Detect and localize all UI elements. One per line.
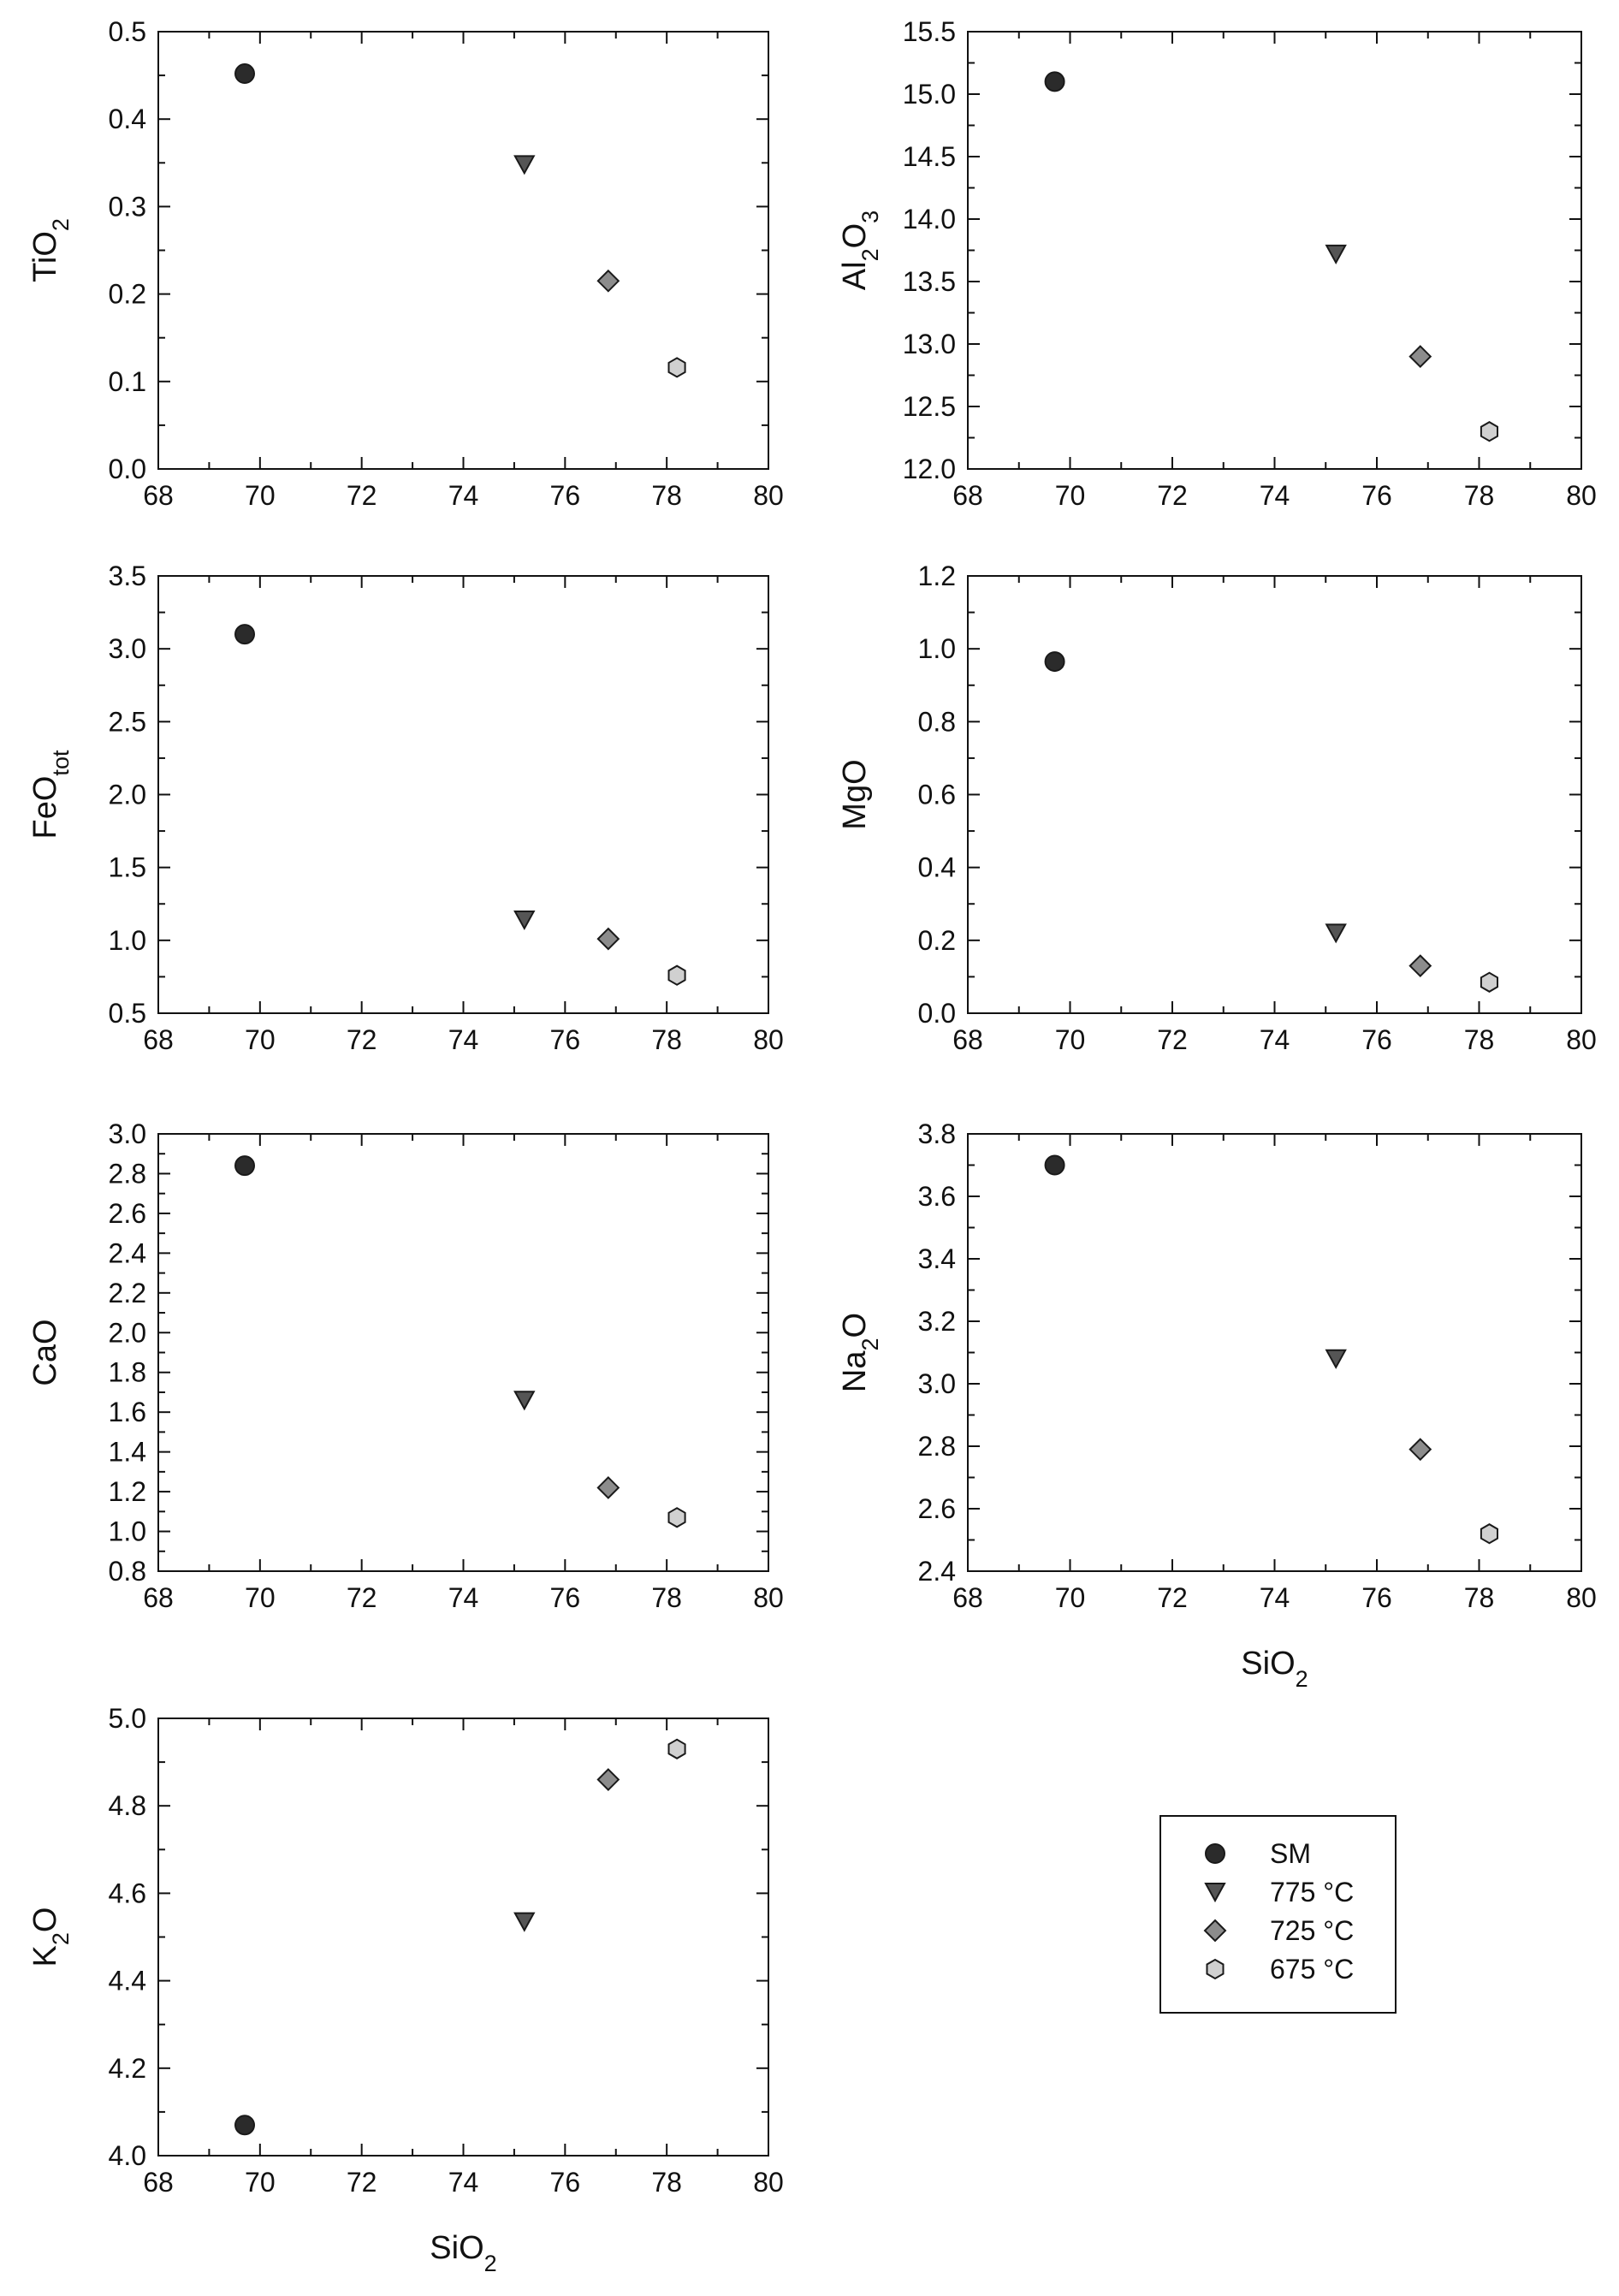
y-tick-label: 3.5 (108, 561, 146, 591)
x-tick-label: 74 (1259, 1582, 1290, 1613)
point-775-c (515, 1913, 534, 1931)
x-tick-label: 78 (1463, 1582, 1495, 1613)
x-tick-label: 72 (1157, 1024, 1188, 1055)
y-tick-label: 2.6 (917, 1493, 956, 1524)
x-tick-label: 74 (1259, 1024, 1290, 1055)
legend (1160, 1816, 1396, 2013)
y-tick-label: 3.2 (917, 1306, 956, 1337)
x-tick-label: 72 (346, 480, 377, 511)
y-tick-label: 3.8 (917, 1118, 956, 1149)
x-tick-label: 68 (952, 1024, 983, 1055)
x-tick-label: 70 (245, 480, 276, 511)
y-tick-label: 13.0 (902, 329, 956, 359)
plot-frame (158, 1718, 768, 2156)
x-tick-label: 74 (448, 2167, 479, 2198)
point-675-c (669, 1508, 685, 1527)
y-tick-label: 1.5 (108, 851, 146, 883)
point-725-c (598, 1770, 619, 1790)
plot-frame (968, 32, 1581, 469)
y-tick-label: 1.6 (108, 1397, 146, 1428)
y-tick-label: 0.6 (917, 779, 956, 810)
y-axis-label: CaO (27, 1319, 63, 1386)
plot-frame (968, 1134, 1581, 1571)
point-675-c (669, 966, 685, 985)
x-tick-label: 80 (753, 480, 784, 511)
plot-frame (158, 1134, 768, 1571)
y-tick-label: 3.0 (108, 633, 146, 665)
x-tick-label: 78 (651, 1582, 682, 1613)
plot-frame (158, 32, 768, 469)
point-725-c (1410, 956, 1431, 976)
y-tick-label: 1.2 (108, 1476, 146, 1508)
point-725-c (598, 270, 619, 291)
x-tick-label: 76 (1361, 1582, 1392, 1613)
point-sm (235, 64, 254, 83)
panel-6 (837, 1118, 1597, 1692)
point-sm (1046, 652, 1065, 671)
y-tick-label: 3.6 (917, 1181, 956, 1212)
y-tick-label: 12.5 (902, 391, 956, 422)
point-775-c (515, 911, 534, 928)
x-tick-label: 78 (1463, 480, 1495, 511)
y-tick-label: 0.3 (108, 191, 146, 222)
x-tick-label: 76 (549, 2167, 581, 2198)
point-675-c (1481, 973, 1497, 992)
panel-2 (837, 16, 1597, 511)
y-tick-label: 12.0 (902, 454, 956, 484)
panel-1 (27, 16, 784, 511)
y-tick-label: 3.0 (108, 1118, 146, 1149)
x-tick-label: 76 (549, 1582, 581, 1613)
y-tick-label: 13.5 (902, 266, 956, 297)
y-tick-label: 1.8 (108, 1356, 146, 1388)
x-tick-label: 68 (143, 1582, 174, 1613)
point-675-c (669, 358, 685, 377)
y-tick-label: 4.6 (108, 1878, 146, 1909)
x-tick-label: 68 (143, 480, 174, 511)
y-tick-label: 4.8 (108, 1790, 146, 1822)
x-tick-label: 76 (1361, 1024, 1392, 1055)
y-axis-label: TiO$_2$ (27, 218, 74, 282)
x-tick-label: 80 (1566, 1582, 1597, 1613)
y-axis-label: MgO (837, 759, 873, 830)
x-tick-label: 80 (753, 1582, 784, 1613)
y-axis-label: $Na_2O$ (837, 1312, 883, 1393)
point-775-c (1326, 1350, 1345, 1368)
x-tick-label: 80 (753, 2167, 784, 2198)
y-tick-label: 0.0 (917, 998, 956, 1029)
point-725-c (598, 928, 619, 949)
x-tick-label: 68 (143, 1024, 174, 1055)
y-tick-label: 2.8 (917, 1431, 956, 1462)
y-tick-label: 2.0 (108, 779, 146, 810)
y-tick-label: 4.0 (108, 2140, 146, 2171)
x-axis-label: SiO$_2$ (1241, 1646, 1308, 1692)
panel-4 (837, 561, 1597, 1055)
y-tick-label: 3.0 (917, 1368, 956, 1399)
x-tick-label: 68 (952, 480, 983, 511)
x-tick-label: 76 (1361, 480, 1392, 511)
point-725-c (598, 1477, 619, 1498)
x-tick-label: 70 (1054, 480, 1086, 511)
y-tick-label: 2.4 (917, 1556, 956, 1587)
legend-label-sm: SM (1270, 1838, 1311, 1869)
x-tick-label: 74 (1259, 480, 1290, 511)
point-775-c (1326, 924, 1345, 941)
y-tick-label: 0.8 (917, 706, 956, 738)
y-tick-label: 5.0 (108, 1703, 146, 1734)
point-sm (235, 2115, 254, 2134)
x-tick-label: 68 (952, 1582, 983, 1613)
point-675-c (1481, 422, 1497, 441)
y-axis-label: FeO$_{tot}$ (27, 750, 74, 839)
y-tick-label: 15.0 (902, 79, 956, 110)
point-sm (1046, 72, 1065, 91)
y-tick-label: 1.0 (917, 633, 956, 665)
y-tick-label: 14.5 (902, 141, 956, 172)
x-tick-label: 74 (448, 1024, 479, 1055)
x-tick-label: 70 (1054, 1024, 1086, 1055)
x-tick-label: 68 (143, 2167, 174, 2198)
y-tick-label: 2.5 (108, 706, 146, 738)
legend-marker-sm (1206, 1844, 1225, 1863)
x-tick-label: 76 (549, 1024, 581, 1055)
y-tick-label: 2.2 (108, 1277, 146, 1308)
x-tick-label: 80 (1566, 480, 1597, 511)
x-tick-label: 70 (1054, 1582, 1086, 1613)
point-775-c (515, 1391, 534, 1409)
panel-5 (27, 1118, 784, 1613)
x-tick-label: 78 (651, 2167, 682, 2198)
y-tick-label: 3.4 (917, 1243, 956, 1274)
point-725-c (1410, 347, 1431, 367)
panel-3 (27, 561, 784, 1055)
y-tick-label: 0.5 (108, 998, 146, 1029)
y-tick-label: 0.4 (917, 851, 956, 883)
y-tick-label: 2.4 (108, 1237, 146, 1269)
x-tick-label: 72 (346, 2167, 377, 2198)
x-tick-label: 72 (346, 1582, 377, 1613)
x-tick-label: 76 (549, 480, 581, 511)
y-tick-label: 14.0 (902, 204, 956, 234)
y-tick-label: 4.4 (108, 1965, 146, 1996)
point-775-c (515, 156, 534, 173)
y-axis-label: $K_2O$ (27, 1907, 74, 1967)
x-tick-label: 70 (245, 1024, 276, 1055)
y-tick-label: 0.1 (108, 365, 146, 397)
x-tick-label: 70 (245, 1582, 276, 1613)
y-tick-label: 0.5 (108, 16, 146, 47)
point-sm (235, 625, 254, 644)
x-axis-label: SiO$_2$ (430, 2230, 497, 2276)
x-tick-label: 72 (1157, 1582, 1188, 1613)
legend-label-725-c: 725 °C (1270, 1915, 1355, 1946)
legend-label-675-c: 675 °C (1270, 1954, 1355, 1985)
x-tick-label: 70 (245, 2167, 276, 2198)
x-tick-label: 78 (651, 480, 682, 511)
point-sm (235, 1156, 254, 1175)
point-725-c (1410, 1439, 1431, 1460)
y-tick-label: 1.4 (108, 1436, 146, 1468)
y-tick-label: 0.4 (108, 104, 146, 135)
y-tick-label: 2.8 (108, 1158, 146, 1190)
point-675-c (1481, 1524, 1497, 1543)
y-tick-label: 0.0 (108, 454, 146, 484)
y-tick-label: 2.6 (108, 1197, 146, 1229)
y-tick-label: 1.2 (917, 561, 956, 591)
x-tick-label: 80 (1566, 1024, 1597, 1055)
legend-label-775-c: 775 °C (1270, 1877, 1355, 1907)
y-tick-label: 0.2 (917, 924, 956, 956)
x-tick-label: 72 (346, 1024, 377, 1055)
y-tick-label: 15.5 (902, 16, 956, 47)
point-775-c (1326, 246, 1345, 263)
y-tick-label: 0.8 (108, 1556, 146, 1587)
x-tick-label: 72 (1157, 480, 1188, 511)
x-tick-label: 78 (1463, 1024, 1495, 1055)
y-tick-label: 2.0 (108, 1317, 146, 1349)
x-tick-label: 74 (448, 480, 479, 511)
legend-marker-675-c (1207, 1960, 1224, 1979)
plot-frame (968, 576, 1581, 1013)
y-tick-label: 0.2 (108, 278, 146, 310)
panel-7 (27, 1703, 784, 2276)
point-sm (1046, 1156, 1065, 1175)
y-tick-label: 1.0 (108, 924, 146, 956)
y-axis-label: $Al_2O_3$ (837, 210, 883, 291)
y-tick-label: 4.2 (108, 2052, 146, 2084)
y-tick-label: 1.0 (108, 1516, 146, 1547)
point-675-c (669, 1740, 685, 1759)
x-tick-label: 74 (448, 1582, 479, 1613)
x-tick-label: 80 (753, 1024, 784, 1055)
x-tick-label: 78 (651, 1024, 682, 1055)
